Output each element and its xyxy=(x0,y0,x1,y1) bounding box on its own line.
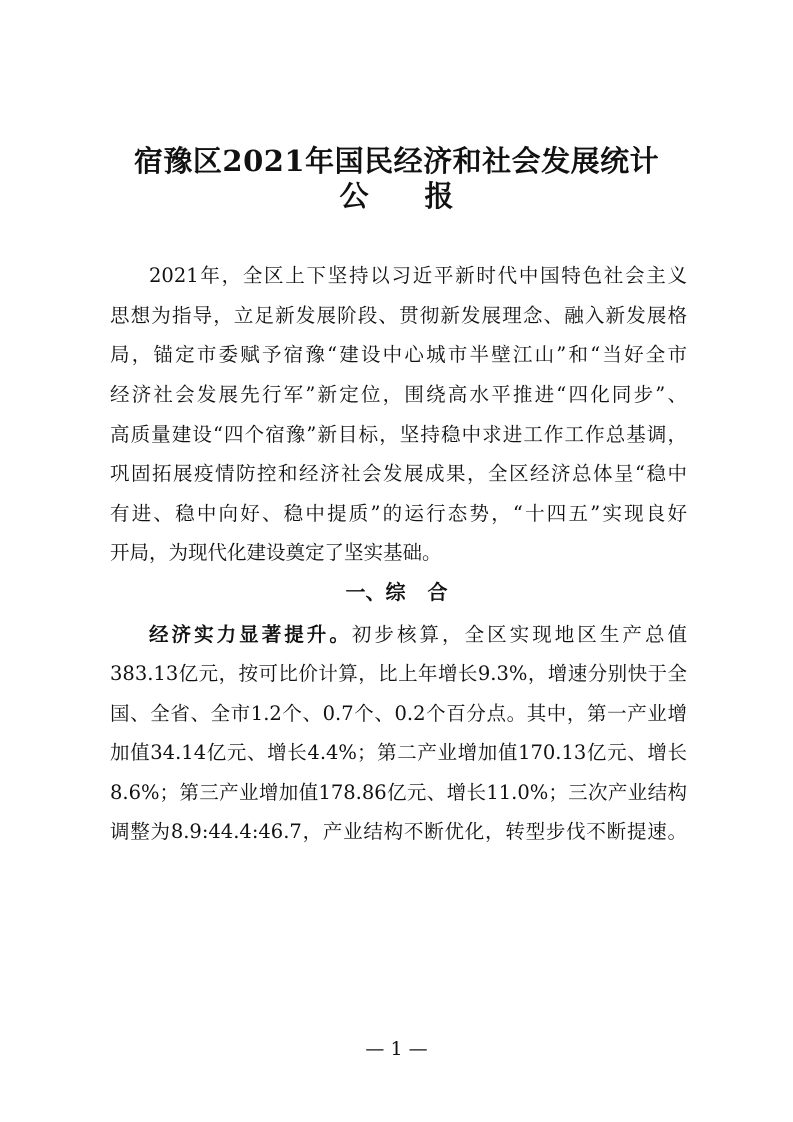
page-number: — 1 — xyxy=(365,1038,428,1060)
section1-lead-sentence: 经济实力显著提升。 xyxy=(149,623,352,646)
section-heading-part-2: 合 xyxy=(427,580,448,604)
section1-line-6: 调整为8.9:44.4:46.7，产业结构不断优化，转型步伐不断提速。 xyxy=(110,820,687,843)
section1-line-2: 383.13亿元，按可比价计算，比上年增长9.3%，增速分别快于全 xyxy=(110,662,687,685)
intro-line-3: 局，锚定市委赋予宿豫“建设中心城市半壁江山”和“当好全市 xyxy=(110,343,687,366)
section1-line-1 xyxy=(110,625,687,645)
intro-line-8: 开局，为现代化建设奠定了坚实基础。 xyxy=(110,541,442,564)
section1-line-4: 加值34.14亿元、增长4.4%；第二产业增加值170.13亿元、增长 xyxy=(110,741,687,764)
intro-line-6: 巩固拓展疫情防控和经济社会发展成果，全区经济总体呈“稳中 xyxy=(110,462,687,485)
document-title-line-1: 宿豫区2021年国民经济和社会发展统计 xyxy=(133,144,660,178)
intro-line-7: 有进、稳中向好、稳中提质”的运行态势，“十四五”实现良好 xyxy=(110,502,687,525)
section1-line-1-rest: 初步核算，全区实现地区生产总值 xyxy=(351,623,687,646)
intro-line-2: 思想为指导，立足新发展阶段、贯彻新发展理念、融入新发展格 xyxy=(110,304,687,327)
section-heading-overview xyxy=(0,582,793,602)
section1-line-3: 国、全省、全市1.2个、0.7个、0.2个百分点。其中，第一产业增 xyxy=(110,702,687,725)
intro-line-1: 2021年，全区上下坚持以习近平新时代中国特色社会主义 xyxy=(149,264,687,287)
section1-line-5: 8.6%；第三产业增加值178.86亿元、增长11.0%；三次产业结构 xyxy=(110,781,687,804)
title-char-bao: 报 xyxy=(424,179,454,213)
intro-line-5: 高质量建设“四个宿豫”新目标，坚持稳中求进工作工作总基调， xyxy=(110,423,687,446)
intro-line-4: 经济社会发展先行军”新定位，围绕高水平推进“四化同步”、 xyxy=(110,383,687,406)
title-char-gong: 公 xyxy=(339,179,369,213)
document-title-line-2 xyxy=(0,179,793,213)
section-heading-part-1: 一、综 xyxy=(345,580,406,604)
